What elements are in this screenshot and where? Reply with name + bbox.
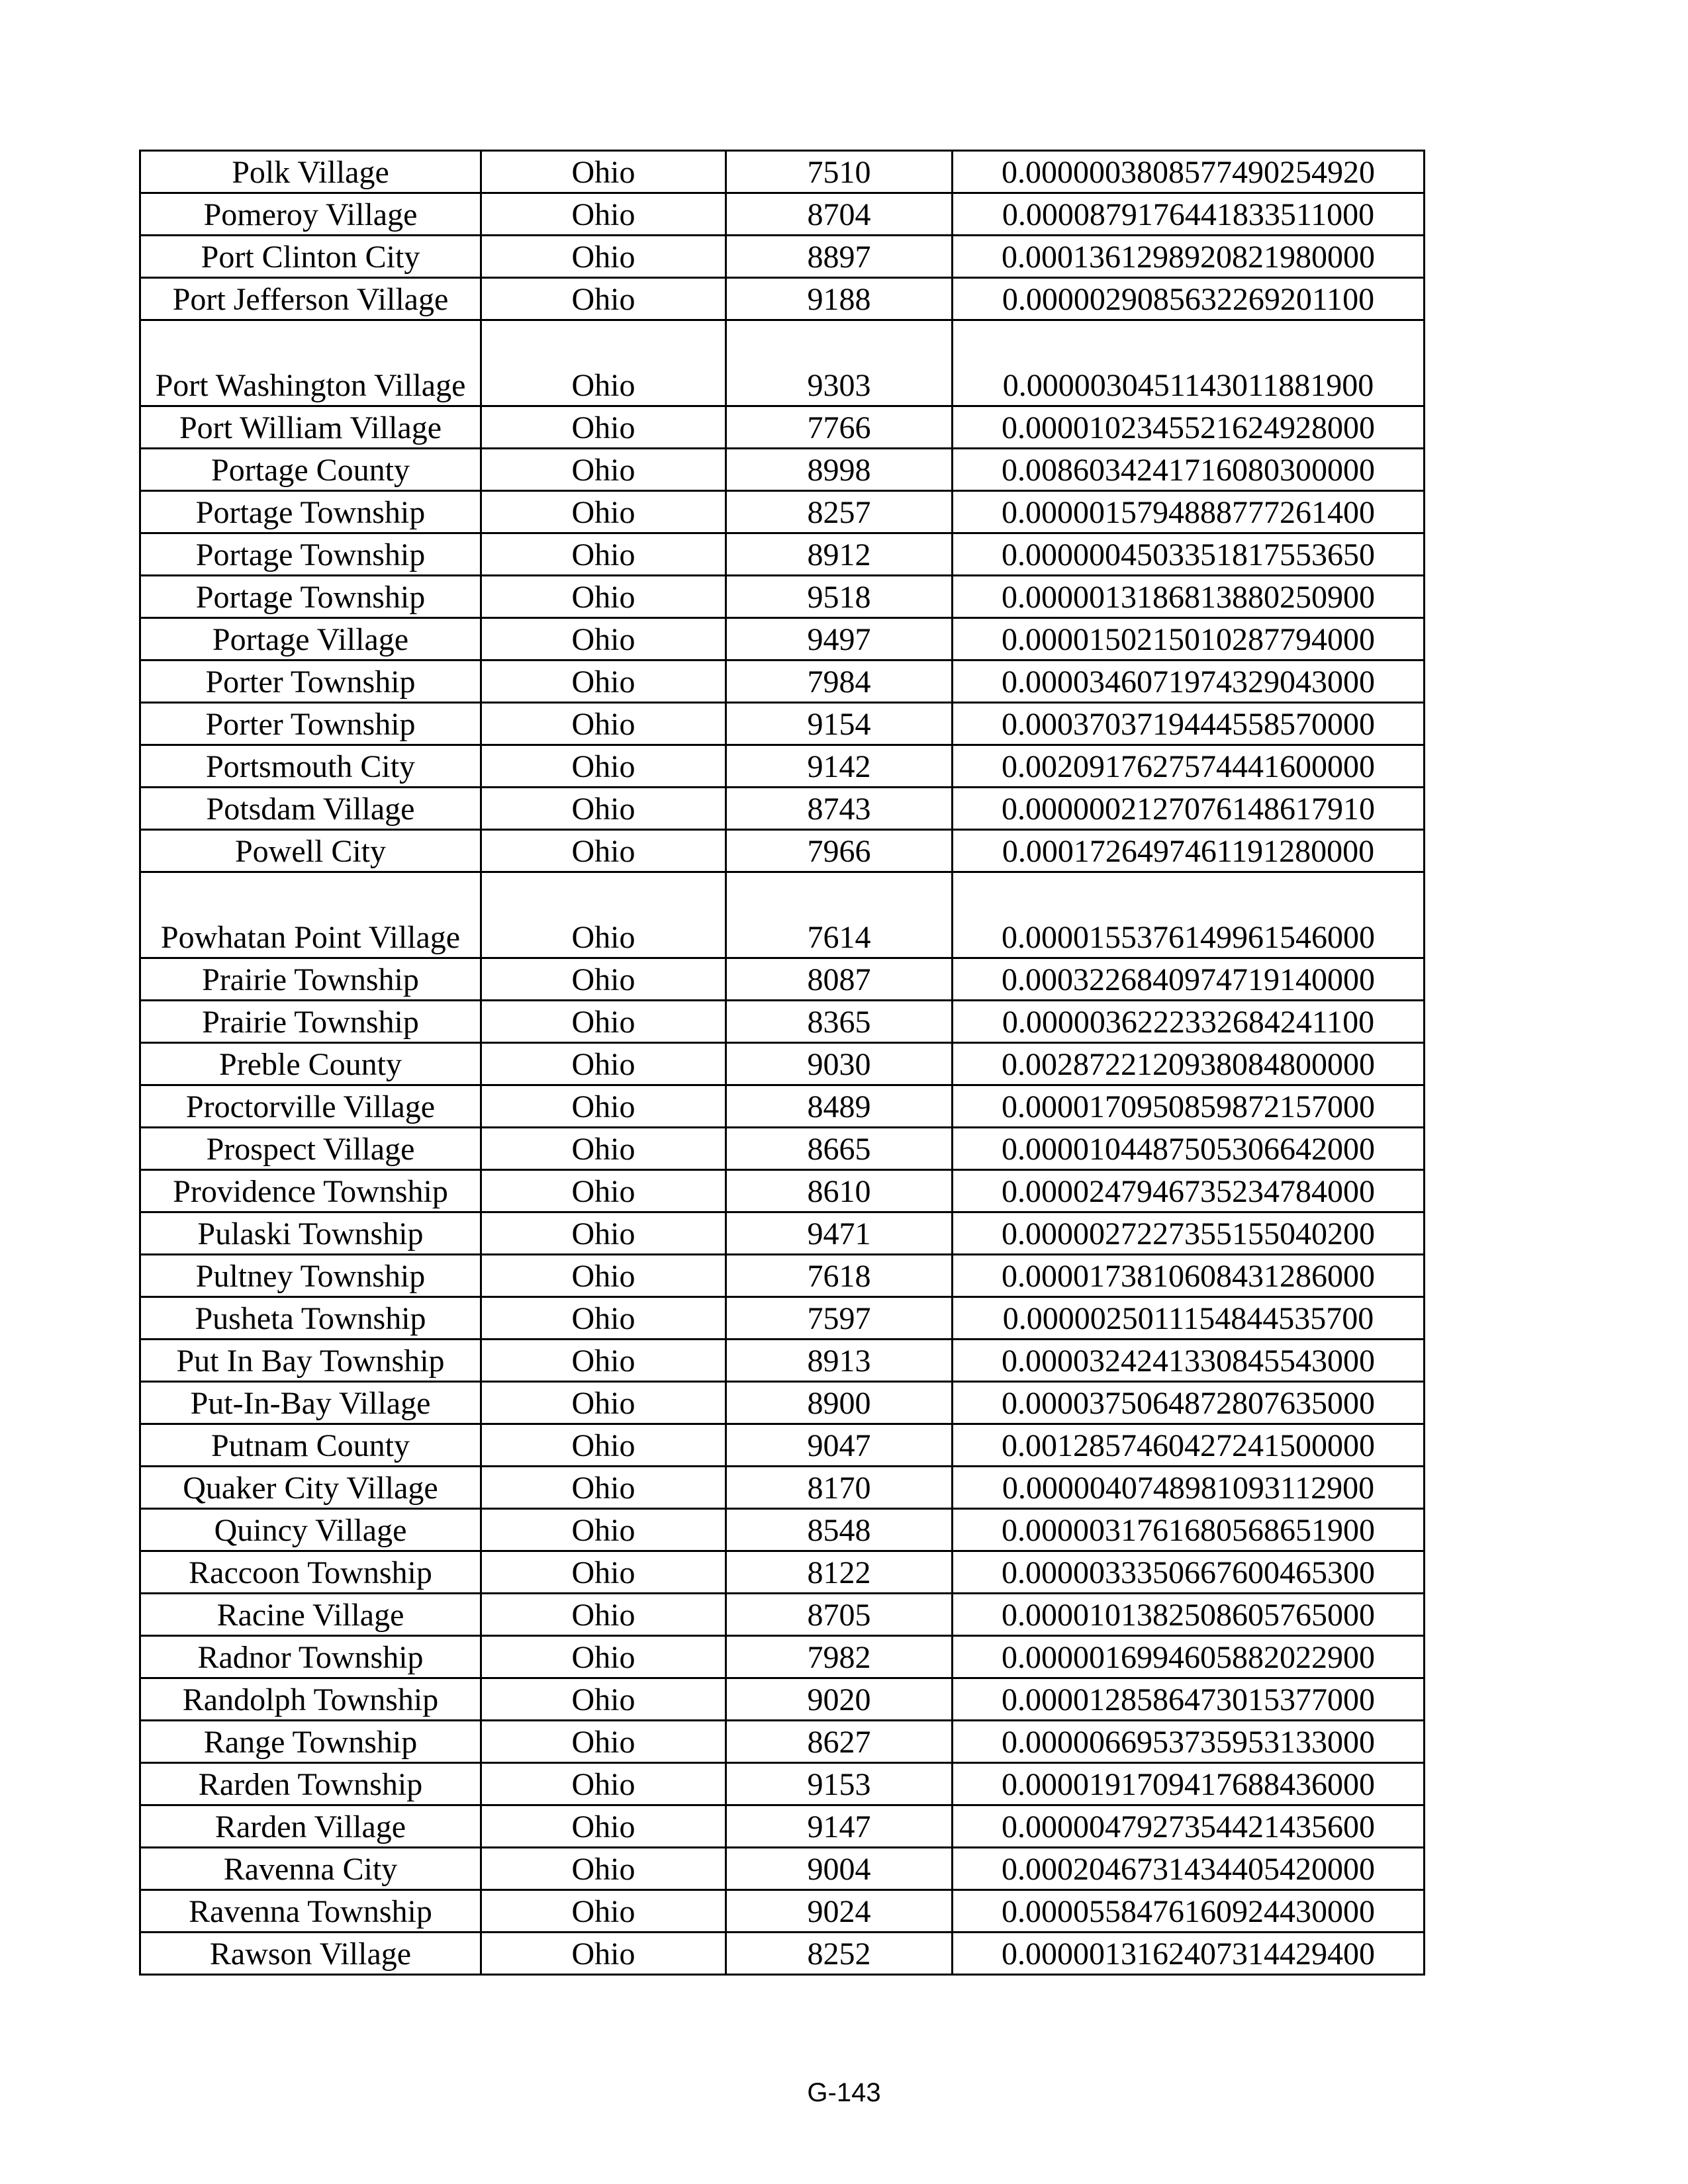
cell-value: 0.0003703719444558570000 [953, 703, 1425, 745]
cell-value: 0.0000324241330845543000 [953, 1340, 1425, 1382]
cell-state: Ohio [481, 151, 726, 193]
table-row [140, 193, 1425, 236]
table-row [140, 576, 1425, 618]
cell-value: 0.0000016994605882022900 [953, 1636, 1425, 1678]
cell-code: 8897 [726, 236, 953, 278]
cell-name: Port Washington Village [140, 320, 481, 406]
cell-name: Ravenna Township [140, 1890, 481, 1933]
cell-code: 7597 [726, 1297, 953, 1340]
cell-name: Range Township [140, 1721, 481, 1763]
table-row [140, 449, 1425, 491]
cell-value: 0.0000004503351817553650 [953, 533, 1425, 576]
cell-state: Ohio [481, 236, 726, 278]
table-row [140, 1551, 1425, 1594]
cell-state: Ohio [481, 1509, 726, 1551]
cell-code: 8170 [726, 1467, 953, 1509]
table-row [140, 1212, 1425, 1255]
cell-state: Ohio [481, 660, 726, 703]
cell-value: 0.0000025011154844535700 [953, 1297, 1425, 1340]
table-row [140, 1805, 1425, 1848]
table-row [140, 1636, 1425, 1678]
table-row [140, 660, 1425, 703]
cell-state: Ohio [481, 958, 726, 1001]
cell-state: Ohio [481, 491, 726, 533]
cell-name: Porter Township [140, 703, 481, 745]
cell-state: Ohio [481, 1043, 726, 1085]
cell-state: Ohio [481, 576, 726, 618]
cell-code: 9153 [726, 1763, 953, 1805]
cell-code: 8665 [726, 1128, 953, 1170]
cell-state: Ohio [481, 1551, 726, 1594]
table-row [140, 703, 1425, 745]
page-number: G-143 [807, 2078, 881, 2107]
table-row [140, 830, 1425, 872]
table-row [140, 236, 1425, 278]
cell-value: 0.0000033350667600465300 [953, 1551, 1425, 1594]
cell-value: 0.0000247946735234784000 [953, 1170, 1425, 1212]
cell-value: 0.0000101382508605765000 [953, 1594, 1425, 1636]
cell-value: 0.0000375064872807635000 [953, 1382, 1425, 1424]
cell-value: 0.0000013162407314429400 [953, 1933, 1425, 1975]
cell-code: 8627 [726, 1721, 953, 1763]
cell-value: 0.0000040748981093112900 [953, 1467, 1425, 1509]
cell-value: 0.0000346071974329043000 [953, 660, 1425, 703]
cell-value: 0.0000104487505306642000 [953, 1128, 1425, 1170]
cell-name: Porter Township [140, 660, 481, 703]
table-row [140, 1848, 1425, 1890]
cell-name: Racine Village [140, 1594, 481, 1636]
cell-state: Ohio [481, 1848, 726, 1890]
cell-state: Ohio [481, 533, 726, 576]
cell-name: Port Jefferson Village [140, 278, 481, 320]
cell-value: 0.0000036222332684241100 [953, 1001, 1425, 1043]
cell-name: Rawson Village [140, 1933, 481, 1975]
cell-name: Put In Bay Township [140, 1340, 481, 1382]
table-row [140, 1721, 1425, 1763]
table-row [140, 1933, 1425, 1975]
cell-state: Ohio [481, 788, 726, 830]
table-row [140, 533, 1425, 576]
cell-state: Ohio [481, 618, 726, 660]
cell-code: 7510 [726, 151, 953, 193]
cell-name: Prospect Village [140, 1128, 481, 1170]
cell-code: 9518 [726, 576, 953, 618]
cell-value: 0.0012857460427241500000 [953, 1424, 1425, 1467]
table-row [140, 491, 1425, 533]
cell-state: Ohio [481, 1085, 726, 1128]
table-row [140, 1085, 1425, 1128]
cell-name: Portage Village [140, 618, 481, 660]
table-row [140, 745, 1425, 788]
cell-name: Radnor Township [140, 1636, 481, 1678]
cell-value: 0.0002046731434405420000 [953, 1848, 1425, 1890]
cell-state: Ohio [481, 1297, 726, 1340]
cell-state: Ohio [481, 449, 726, 491]
cell-code: 8365 [726, 1001, 953, 1043]
cell-name: Portage Township [140, 533, 481, 576]
table-row [140, 278, 1425, 320]
cell-name: Rarden Village [140, 1805, 481, 1848]
cell-value: 0.0028722120938084800000 [953, 1043, 1425, 1085]
cell-code: 7982 [726, 1636, 953, 1678]
cell-value: 0.0000558476160924430000 [953, 1890, 1425, 1933]
cell-code: 7984 [726, 660, 953, 703]
table-row [140, 1467, 1425, 1509]
cell-value: 0.0000173810608431286000 [953, 1255, 1425, 1297]
cell-code: 8122 [726, 1551, 953, 1594]
cell-value: 0.0000031761680568651900 [953, 1509, 1425, 1551]
cell-value: 0.0000879176441833511000 [953, 193, 1425, 236]
cell-code: 8705 [726, 1594, 953, 1636]
cell-value: 0.0000170950859872157000 [953, 1085, 1425, 1128]
cell-state: Ohio [481, 406, 726, 449]
table-row [140, 1297, 1425, 1340]
cell-name: Prairie Township [140, 958, 481, 1001]
cell-code: 8087 [726, 958, 953, 1001]
table-row [140, 872, 1425, 958]
cell-name: Quaker City Village [140, 1467, 481, 1509]
cell-state: Ohio [481, 1467, 726, 1509]
cell-value: 0.0001361298920821980000 [953, 236, 1425, 278]
table-row [140, 1509, 1425, 1551]
cell-code: 9030 [726, 1043, 953, 1085]
data-table-container [139, 150, 1423, 1976]
cell-state: Ohio [481, 1636, 726, 1678]
cell-name: Port William Village [140, 406, 481, 449]
table-row [140, 788, 1425, 830]
cell-code: 8900 [726, 1382, 953, 1424]
cell-value: 0.0000015794888777261400 [953, 491, 1425, 533]
table-row [140, 958, 1425, 1001]
cell-value: 0.0000047927354421435600 [953, 1805, 1425, 1848]
cell-code: 8252 [726, 1933, 953, 1975]
cell-code: 7614 [726, 872, 953, 958]
cell-state: Ohio [481, 830, 726, 872]
data-table [139, 150, 1425, 1976]
cell-code: 8489 [726, 1085, 953, 1128]
cell-name: Raccoon Township [140, 1551, 481, 1594]
cell-code: 9188 [726, 278, 953, 320]
table-row [140, 151, 1425, 193]
cell-code: 9024 [726, 1890, 953, 1933]
cell-state: Ohio [481, 1424, 726, 1467]
cell-value: 0.0000155376149961546000 [953, 872, 1425, 958]
cell-code: 9142 [726, 745, 953, 788]
cell-name: Providence Township [140, 1170, 481, 1212]
cell-value: 0.0000191709417688436000 [953, 1763, 1425, 1805]
cell-state: Ohio [481, 1763, 726, 1805]
cell-name: Powell City [140, 830, 481, 872]
cell-name: Portsmouth City [140, 745, 481, 788]
cell-name: Portage Township [140, 491, 481, 533]
table-row [140, 618, 1425, 660]
cell-name: Potsdam Village [140, 788, 481, 830]
cell-name: Randolph Township [140, 1678, 481, 1721]
cell-name: Put-In-Bay Village [140, 1382, 481, 1424]
cell-name: Portage Township [140, 576, 481, 618]
cell-name: Pultney Township [140, 1255, 481, 1297]
cell-name: Portage County [140, 449, 481, 491]
cell-name: Quincy Village [140, 1509, 481, 1551]
cell-code: 9047 [726, 1424, 953, 1467]
cell-value: 0.0000002127076148617910 [953, 788, 1425, 830]
cell-code: 8913 [726, 1340, 953, 1382]
cell-value: 0.0086034241716080300000 [953, 449, 1425, 491]
cell-state: Ohio [481, 278, 726, 320]
cell-code: 9303 [726, 320, 953, 406]
cell-code: 8704 [726, 193, 953, 236]
cell-name: Polk Village [140, 151, 481, 193]
cell-code: 8548 [726, 1509, 953, 1551]
cell-code: 9154 [726, 703, 953, 745]
cell-name: Putnam County [140, 1424, 481, 1467]
table-row [140, 1382, 1425, 1424]
cell-code: 9147 [726, 1805, 953, 1848]
cell-value: 0.0020917627574441600000 [953, 745, 1425, 788]
cell-state: Ohio [481, 1128, 726, 1170]
cell-code: 7766 [726, 406, 953, 449]
cell-value: 0.0001726497461191280000 [953, 830, 1425, 872]
cell-value: 0.0000102345521624928000 [953, 406, 1425, 449]
cell-code: 8257 [726, 491, 953, 533]
cell-state: Ohio [481, 1678, 726, 1721]
table-row [140, 1424, 1425, 1467]
cell-value: 0.0000027227355155040200 [953, 1212, 1425, 1255]
cell-name: Pomeroy Village [140, 193, 481, 236]
cell-state: Ohio [481, 1890, 726, 1933]
table-row [140, 1128, 1425, 1170]
cell-state: Ohio [481, 320, 726, 406]
cell-name: Ravenna City [140, 1848, 481, 1890]
table-body [140, 151, 1425, 1975]
table-row [140, 1678, 1425, 1721]
cell-code: 9497 [726, 618, 953, 660]
cell-state: Ohio [481, 1170, 726, 1212]
cell-code: 8912 [726, 533, 953, 576]
cell-value: 0.0003226840974719140000 [953, 958, 1425, 1001]
cell-state: Ohio [481, 1594, 726, 1636]
cell-value: 0.0000128586473015377000 [953, 1678, 1425, 1721]
table-row [140, 320, 1425, 406]
cell-code: 7966 [726, 830, 953, 872]
table-row [140, 1890, 1425, 1933]
cell-state: Ohio [481, 1255, 726, 1297]
table-row [140, 1763, 1425, 1805]
cell-value: 0.0000013186813880250900 [953, 576, 1425, 618]
table-row [140, 1594, 1425, 1636]
table-row [140, 1340, 1425, 1382]
cell-state: Ohio [481, 745, 726, 788]
cell-code: 8743 [726, 788, 953, 830]
cell-state: Ohio [481, 703, 726, 745]
cell-state: Ohio [481, 1212, 726, 1255]
cell-state: Ohio [481, 1721, 726, 1763]
cell-code: 9471 [726, 1212, 953, 1255]
table-row [140, 1001, 1425, 1043]
cell-code: 9020 [726, 1678, 953, 1721]
table-row [140, 1043, 1425, 1085]
cell-name: Rarden Township [140, 1763, 481, 1805]
cell-code: 8610 [726, 1170, 953, 1212]
cell-state: Ohio [481, 872, 726, 958]
cell-name: Pusheta Township [140, 1297, 481, 1340]
cell-value: 0.0000066953735953133000 [953, 1721, 1425, 1763]
table-row [140, 406, 1425, 449]
cell-name: Powhatan Point Village [140, 872, 481, 958]
cell-code: 9004 [726, 1848, 953, 1890]
cell-state: Ohio [481, 193, 726, 236]
cell-name: Pulaski Township [140, 1212, 481, 1255]
cell-state: Ohio [481, 1805, 726, 1848]
cell-name: Proctorville Village [140, 1085, 481, 1128]
cell-value: 0.0000150215010287794000 [953, 618, 1425, 660]
cell-state: Ohio [481, 1933, 726, 1975]
cell-state: Ohio [481, 1382, 726, 1424]
cell-state: Ohio [481, 1001, 726, 1043]
table-row [140, 1255, 1425, 1297]
cell-code: 7618 [726, 1255, 953, 1297]
cell-value: 0.0000030451143011881900 [953, 320, 1425, 406]
cell-name: Port Clinton City [140, 236, 481, 278]
cell-state: Ohio [481, 1340, 726, 1382]
table-row [140, 1170, 1425, 1212]
cell-code: 8998 [726, 449, 953, 491]
cell-value: 0.0000029085632269201100 [953, 278, 1425, 320]
cell-name: Preble County [140, 1043, 481, 1085]
cell-value: 0.0000003808577490254920 [953, 151, 1425, 193]
cell-name: Prairie Township [140, 1001, 481, 1043]
